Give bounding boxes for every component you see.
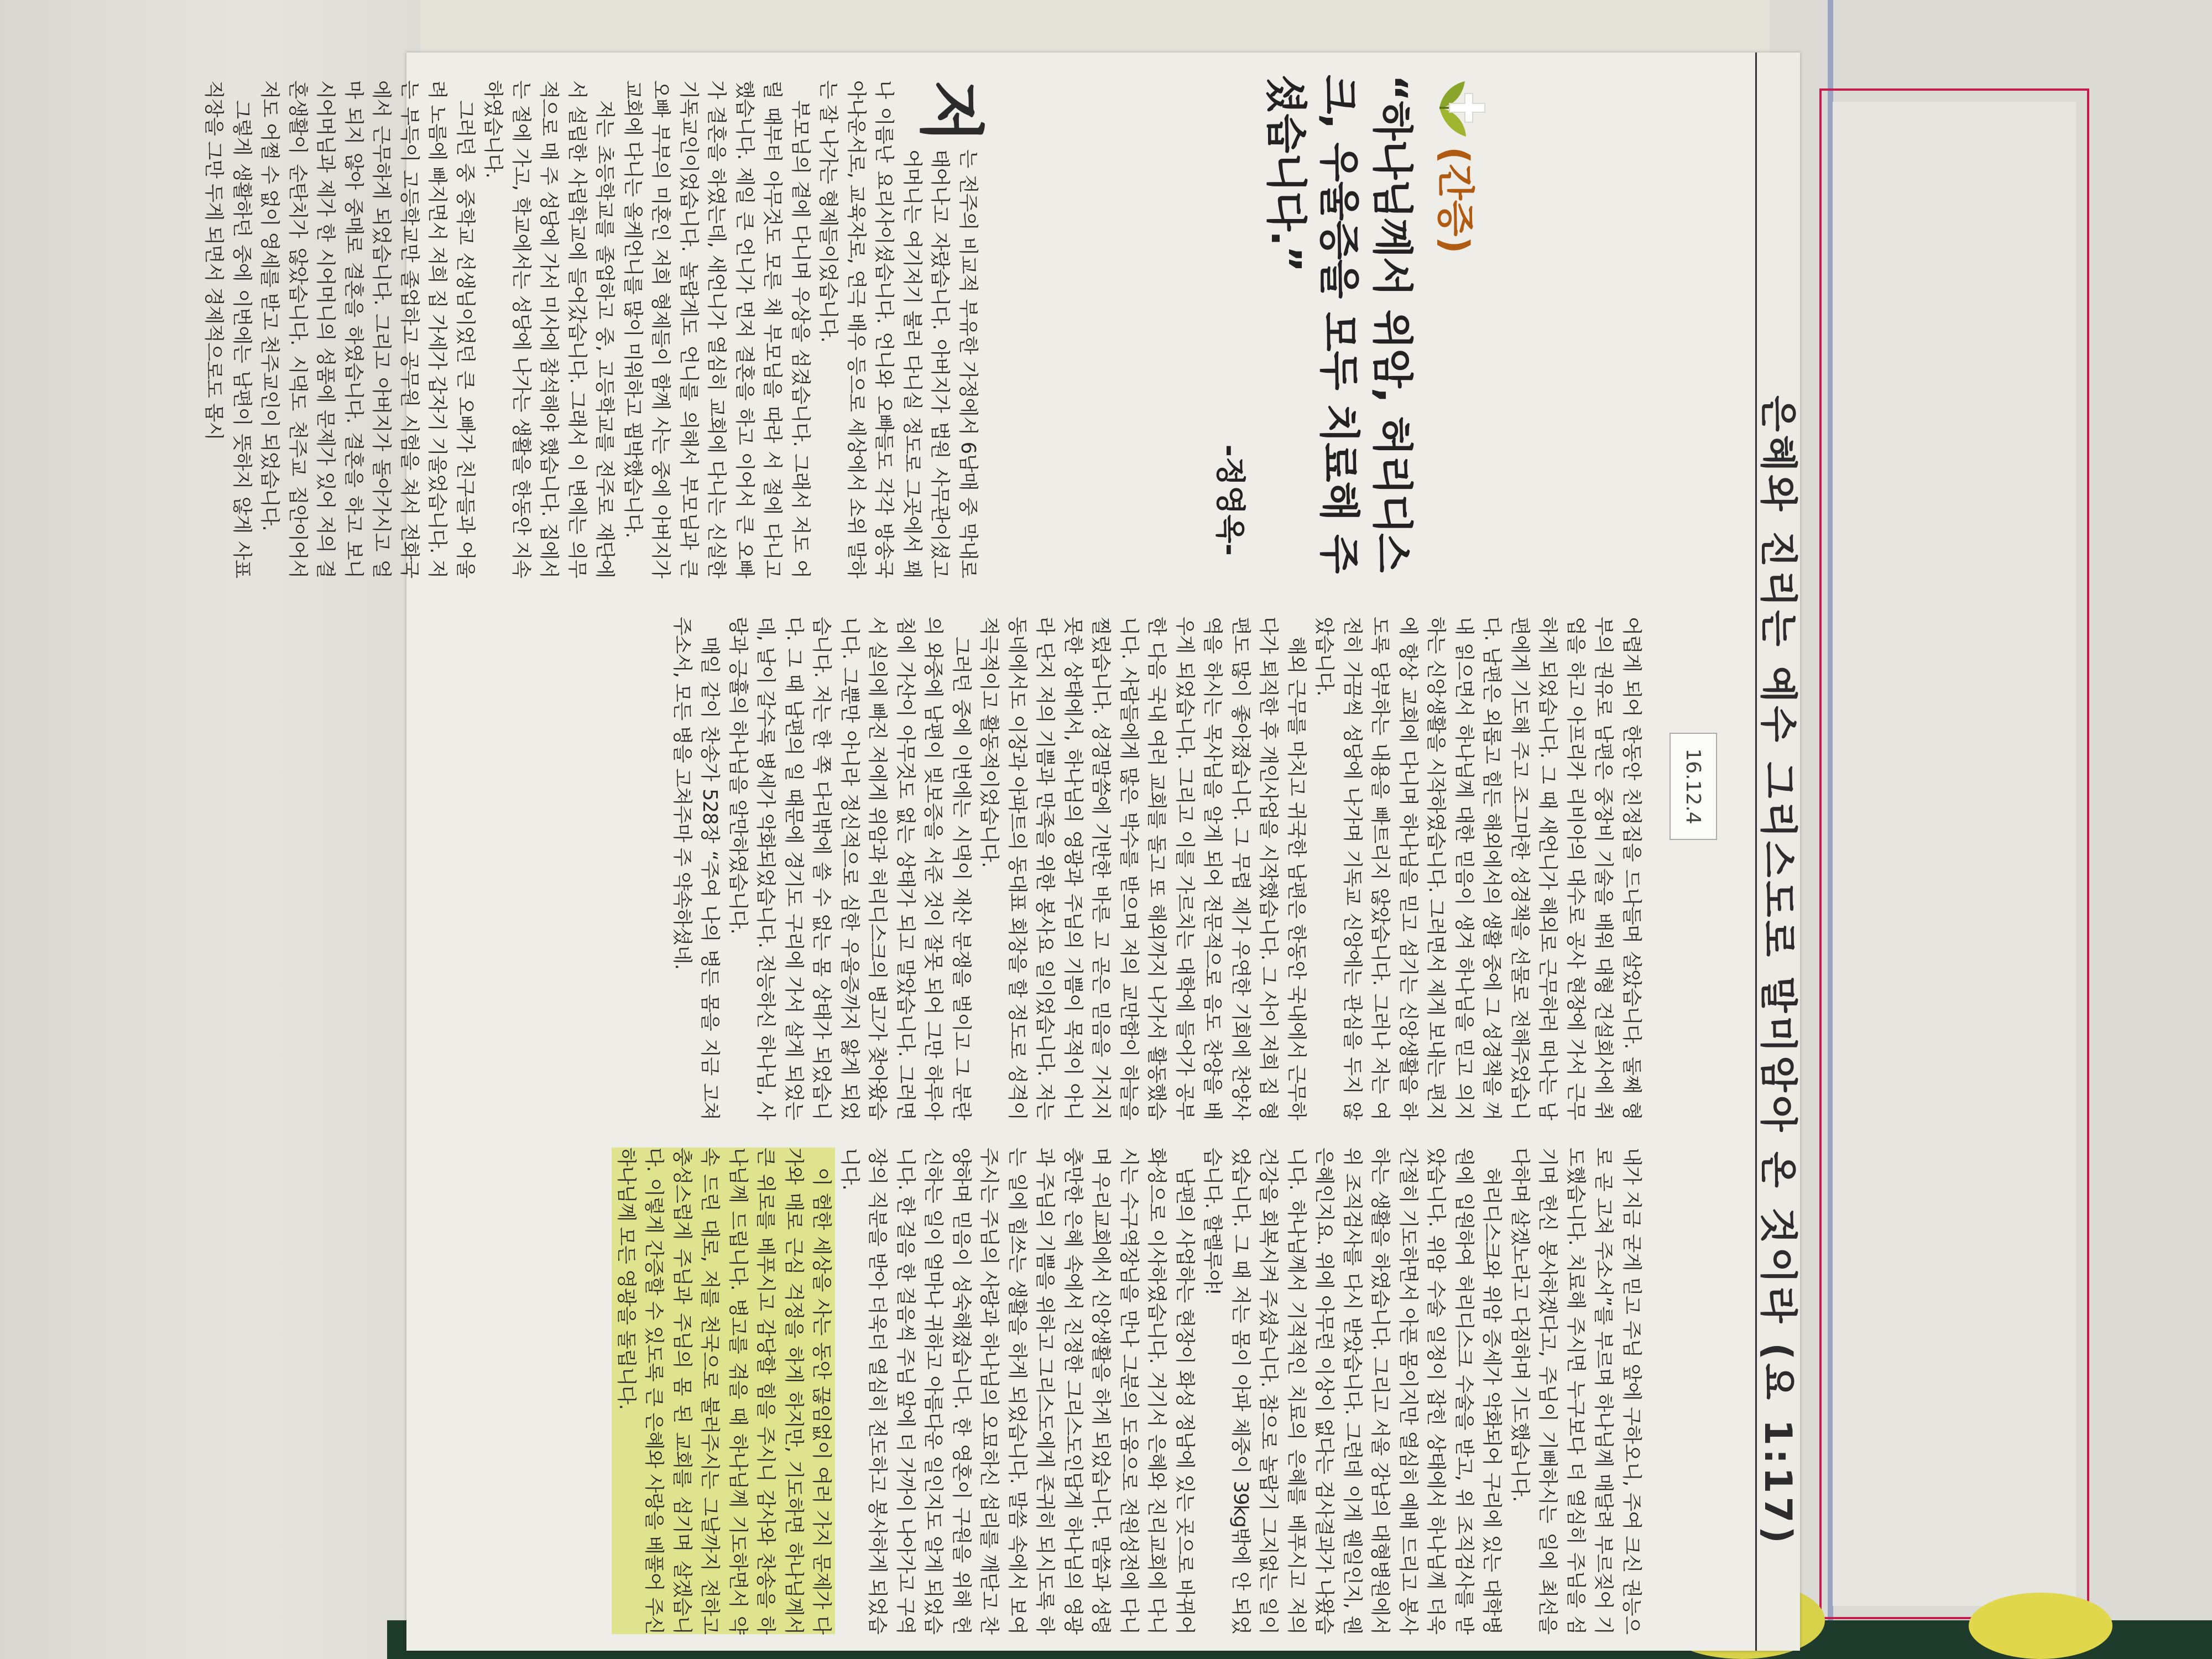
paragraph: 그러던 중에 이번에는 시댁이 재산 분쟁을 벌이고 그 분란의 와중에 남편이 빚보증을 서준 것이 잘못 되어 그만 하루아침에 가산이 아무것도 없는 상태가 되고 말았습니다. 그러면서 실의에 빠진 저에게 위암과 허리디스크의 병고가 찾아왔습니다. 그뿐만 아니라 정신적으로 심한 우울증까지 앓게 되었습니다. 저는 한 쪽 다리밖에 쓸 수 없는 몸 상태가 되었습니다. 그 때 남편의 일 때문에 경기도 구리에 가서 살게 되었는데, 날이 갈수록 병세가 악화되었습니다. 전능하신 하나님, 사랑과 긍휼의 하나님을 알만하였습니다. [727, 617, 973, 1120]
article-header [1211, 75, 1490, 594]
paragraph: 남편의 사업하는 현장이 화성 정남에 있는 곳으로 바뀌어 화성으로 이사하였습니다. 거기서 은혜와 진리교회에 다니시는 수구역장님을 만나 그분의 도움으로 전원성전에 다니며 우리교회에서 신앙생활을 하게 되었습니다. 말씀과 성령 충만한 은혜 속에서 진정한 그리스도인답게 하나님의 영광과 주님의 기쁨을 위하고 그리스도에게 존귀히 되시도록 하는 일에 힘쓰는 생활을 하게 되었습니다. 말씀 속에서 보여주시는 주님의 사랑과 하나님의 오묘하신 섭리를 깨닫고 찬양하며 믿음이 성숙해졌습니다. 한 영혼이 구원을 위해 헌신하는 일이 얼마나 귀하고 아름다운 일인지도 알게 되었습니다. 한 걸음 한 걸음씩 주님 앞에 더 가까이 나아가고 구역장의 직분을 받아 더욱더 열심히 전도하고 봉사하게 되었습니다. [838, 1147, 1196, 1634]
paragraph: 저는 초등학교를 졸업하고 중, 고등학교를 전주로 재단에서 설립한 사립학교에 들어갔습니다. 그래서 이 변에는 의무적으로 매 주 성당에 가서 미사에 참석해야 했습니다. 집에서는 절에 가고, 학교에서는 성당에 나가는 생활을 한동안 지속하였습니다. [482, 80, 617, 578]
newspaper-clipping [202, 53, 1800, 1651]
paragraph: 그러던 중 중학교 선생님이었던 큰 오빠가 친구들과 어울려 노름에 빠지면서 저희 집 가세가 갑자기 기울었습니다. 저는 부득이 고등학교만 졸업하고 공무원 시험을 쳐서 전화국에서 근무하게 되었습니다. 그리고 아버지가 돌아가시고 얼마 되지 않아 중매로 결혼을 하였습니다. 결혼을 하고 보니 시어머님과 제가 한 시어머니의 성품에 문제가 있어 저의 결혼생활이 순탄치가 않았습니다. 시댁도 천주교 집안이어서 저도 어쩔 수 없이 영세를 받고 천주교인이 되었습니다. [258, 80, 477, 578]
running-head [1755, 53, 1800, 1651]
article-column-2 [423, 617, 1645, 1120]
paragraph: 어렵게 되어 한동안 친정집을 드나들며 살았습니다. 둘째 형부의 권유로 남편은 중장비 기술을 배워 대형 건설회사에 취업을 하고 아프리카 리비아의 대수로 공사 현장에 가서 근무하게 되었습니다. 그 때 새언니가 해외로 근무하러 떠나는 남편에게 기도해 주고 조그마한 성경책을 선물로 전해주었습니다. 남편은 외롭고 힘든 해외에서의 생활 중에 그 성경책을 꺼내 읽으면서 하나님께 대한 믿음이 생겨 하나님을 믿고 의지하는 신앙생활을 시작하였습니다. 그러면서 제게 보내는 편지에 항상 교회에 다니며 하나님을 믿고 섬기는 신앙생활을 하도록 당부하는 내용을 빠트리지 않았습니다. 그러나 저는 여전히 가끔씩 성당에 나가며 기독교 신앙에는 관심을 두지 않았습니다. [1313, 617, 1643, 1120]
yellow-object-2 [1969, 1593, 2112, 1659]
paragraph: 는 전주의 비교적 부유한 가정에서 6남매 중 막내로 태어나고 자랐습니다. 아버지가 법원 사무관이셨고 어머니는 여기저기 불러 다니실 정도로 그곳에서 꽤나 이름난 요리사이셨습니다. 언니와 오빠들도 각각 방송국 아나운서로, 교육자로, 연극 배우 등으로 세상에서 소위 말하는 잘 나가는 형제들이었습니다. [817, 80, 979, 578]
article-byline: -정영옥- [1213, 444, 1248, 556]
paragraph: 그렇게 생활하던 중에 이번에는 남편이 뜻하지 않게 사표 직장을 그만 두게 되면서 경제적으로도 몹시 [202, 80, 253, 578]
paragraph: 매일 같이 찬송가 528장 “주여 나의 병든 몸을 지금 고쳐 주소서, 모든 병을 고쳐주마 주 약속하셨네. [671, 617, 722, 1120]
running-head-text: 은혜와 진리는 예수 그리스도로 말미암아 온 것이라 (요 1:17) [1756, 395, 1799, 1547]
article-category: (간증) [1433, 147, 1477, 254]
paragraph: 허리디스크와 위암 증세가 악화되어 구리에 있는 대학병원에 입원하여 허리디스크 수술을 받고, 위 조직검사를 받았습니다. 위암 수술 일정이 잡힌 상태에서 하나님께 더욱 간절히 기도하면서 아픈 몸이지만 열심히 예배 드리고 봉사하는 생활을 하였습니다. 그리고 서울 강남의 대형병원에서 위 조직검사를 다시 받았습니다. 그런데 이게 웬일인지, 웬 은혜인지요. 위에 아무런 이상이 없다는 검사결과가 나왔습니다. 하나님께서 기적적인 치료의 은혜를 베푸시고 저의 건강을 회복시켜 주셨습니다. 참으로 놀랍기 그지없는 일이었습니다. 그 때 저는 몸이 아파 체중이 39kg밖에 안 되었습니다. 할렐루야! [1201, 1147, 1504, 1634]
drop-cap: 저 [912, 80, 989, 143]
article-column-1 [202, 80, 989, 578]
date-stamp: 16.12.4 [1670, 733, 1717, 840]
leaf-icon [1435, 75, 1490, 141]
paragraph: 해외 근무를 마치고 귀국한 남편은 한동안 국내에서 근무하다가 퇴직한 후 개인사업을 시작했습니다. 그 사이 저희 집 형편도 많이 좋아졌습니다. 그 무렵 제가 우연한 기회에 찬양사역을 하시는 목사님을 알게 되어 전문적으로 음도 찬양을 배우게 되었습니다. 그리고 이를 가르치는 대학에 들어가 공부한 다음 국내 여러 교회를 돌고 또 해외까지 나가서 활동했습니다. 사람들에게 많은 박수를 받으며 저의 교만함이 하늘을 찔렀습니다. 성경말씀에 기반한 바른 고 곧은 믿음을 가지지 못한 상태에서, 하나님의 영광과 주님의 기쁨이 목적이 아니라 단지 저의 기쁨과 만족을 위한 봉사요 일이었습니다. 저는 동네에서도 이장과 아파트의 동대표 회장을 할 정도로 성격이 적극적이고 활동적이었습니다. [978, 617, 1308, 1120]
article-title: “하나님께서 위암, 허리디스크, 우울증을 모두 치료해 주셨습니다.” [1262, 75, 1416, 573]
article-column-3 [423, 1147, 1645, 1634]
paragraph: 내가 지금 굳게 믿고 주님 앞에 구하오니, 주여 크신 권능으로 곧 고쳐 주소서”를 부르며 하나님께 매달려 부르짖어 기도했습니다. 치료해 주시면 누구보다 더 열심히 주님을 섬기며 헌신 봉사하겠다고, 주님이 기뻐하시는 일에 최선을 다하며 살겠노라고 다짐하며 기도했습니다. [1509, 1147, 1643, 1634]
adjacent-page-frame [1819, 88, 2089, 1619]
paragraph: 부모님의 곁에 다니며 우상을 섬겼습니다. 그래서 저도 어릴 때부터 아무것도 모른 채 부모님을 따라 서 절에 다니고 했습니다. 제일 큰 언니가 먼저 결혼을 하고 이어서 큰 오빠가 결혼을 하였는데, 새언니가 열심히 교회에 다니는 신실한 기독교인이었습니다. 놀랍게도 언니를 의해서 부모님과 큰 오빠 부부의 미혼인 저희 형제들이 함께 사는 중에 아버지가 교회에 다니는 올케언니를 많이 미워하고 핍박했습니다. [622, 80, 812, 578]
highlighted-paragraph: 이 험한 세상을 사는 동안 끊임없이 여러 가지 문제가 다가와 매로 근심 걱정을 하게 하지만, 기도하면 하나님께서 큰 위로를 베푸시고 감당할 힘을 주시니 감사와 찬송을 하나님께 드립니다. 병고를 겪을 때 하나님께 기도하면서 약속 드린 대로, 저를 천국으로 불러주시는 그날까지 전하고 충성스럽게 주님과 주님의 몸 된 교회를 섬기며 살겠습니다. 이렇게 간증할 수 있도록 큰 은혜와 사랑을 베풀어 주신 하나님께 모든 영광을 돌립니다. [612, 1147, 836, 1634]
